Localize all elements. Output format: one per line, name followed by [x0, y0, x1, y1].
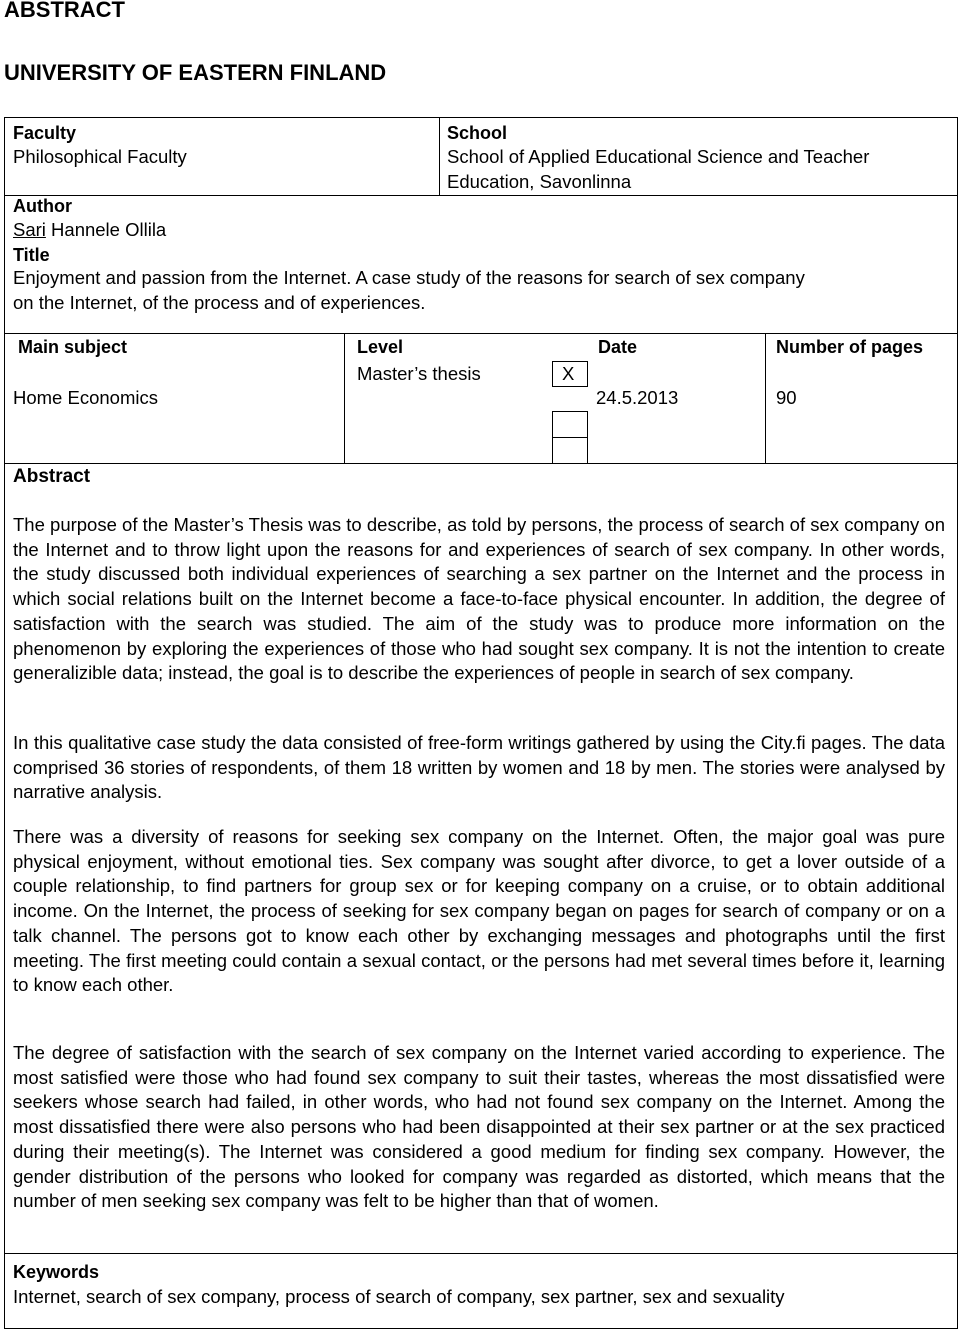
author-label: Author [13, 196, 72, 216]
school-value-line2: Education, Savonlinna [447, 171, 632, 192]
divider-faculty-school [439, 117, 440, 195]
author-rest-name: Hannele Ollila [45, 219, 167, 240]
abstract-paragraph-4: The degree of satisfaction with the search of sex company on the Internet varied according to experience. The most satisfied were those who had found sex company to suit their tastes, whereas the most dissatisfied were seekers whose search had failed, in other words, who had not found sex company on the Internet. Among the most dissatisfied there were also persons who had been disappointed at their sex partner or at the sex practiced during their meeting(s). The Internet was considered a good medium for finding sex company. However, the gender distribution of the persons who looked for company was regarded as distorted, which means that the number of men seeking sex company was felt to be higher than that of women. [13, 1042, 945, 1212]
university-heading: UNIVERSITY OF EASTERN FINLAND [4, 60, 387, 85]
school-value-line1: School of Applied Educational Science and Teacher [447, 146, 870, 167]
keywords-label: Keywords [13, 1262, 100, 1282]
divider-faculty [4, 195, 958, 196]
abstract-heading: ABSTRACT [4, 0, 125, 22]
divider-abstract [4, 1253, 958, 1254]
faculty-value: Philosophical Faculty [13, 146, 187, 167]
keywords-value: Internet, search of sex company, process of search of company, sex partner, sex and sexuality [13, 1286, 785, 1307]
divider-info [4, 463, 958, 464]
abstract-paragraph-1: The purpose of the Master’s Thesis was to describe, as told by persons, the process of search of sex company on the Internet and to throw light upon the reasons for and experiences of search of sex company. In other words, the study discussed both individual experiences of searching a sex partner on the Internet and the process in which social relations built on the Internet become a face-to-face physical encounter. In addition, the degree of satisfaction with the search was studied. The aim of the study was to produce more information on the phenomenon by exploring the experiences of those who had sought sex company. It is not the intention to create generalizible data; instead, the goal is to describe the experiences of people in search of sex company. [13, 514, 945, 684]
main-subject-label: Main subject [18, 337, 128, 357]
abstract-label: Abstract [13, 466, 91, 487]
pages-label: Number of pages [776, 337, 924, 357]
level-value: Master’s thesis [357, 363, 481, 384]
abstract-paragraph-3: There was a diversity of reasons for seeking sex company on the Internet. Often, the major goal was pure physical enjoyment, without emotional ties. Sex company was sought after divorce, to get a lover outside of a couple relationship, to find partners for group sex or for keeping company on a cruise, or to obtain additional income. On the Internet, the process of seeking for sex company began on pages for search of company or on a talk channel. The persons got to know each other by exchanging messages and photographs until the first meeting. The first meeting could contain a sexual contact, or the persons had met several times before it, learning to know each other. [13, 826, 945, 996]
author-first-name: Sari [13, 219, 46, 240]
level-checkbox-2 [552, 411, 588, 438]
title-line1: Enjoyment and passion from the Internet. A case study of the reasons for search of sex company [13, 267, 805, 288]
school-label: School [447, 123, 508, 143]
level-checkbox-3 [552, 437, 588, 464]
title-line2: on the Internet, of the process and of experiences. [13, 292, 426, 313]
main-subject-value: Home Economics [13, 387, 158, 408]
pages-value: 90 [776, 387, 797, 408]
level-label: Level [357, 337, 404, 357]
date-value: 24.5.2013 [596, 387, 679, 408]
divider-level [344, 333, 345, 463]
faculty-label: Faculty [13, 123, 77, 143]
level-mark: X [562, 363, 575, 384]
date-label: Date [598, 337, 638, 357]
author-value [13, 218, 166, 243]
divider-pages [765, 333, 766, 463]
title-label: Title [13, 245, 50, 265]
divider-title [4, 333, 958, 334]
abstract-paragraph-2: In this qualitative case study the data consisted of free-form writings gathered by using the City.fi pages. The data comprised 36 stories of respondents, of them 18 written by women and 18 by men. The stories were analysed by narrative analysis. [13, 732, 945, 803]
